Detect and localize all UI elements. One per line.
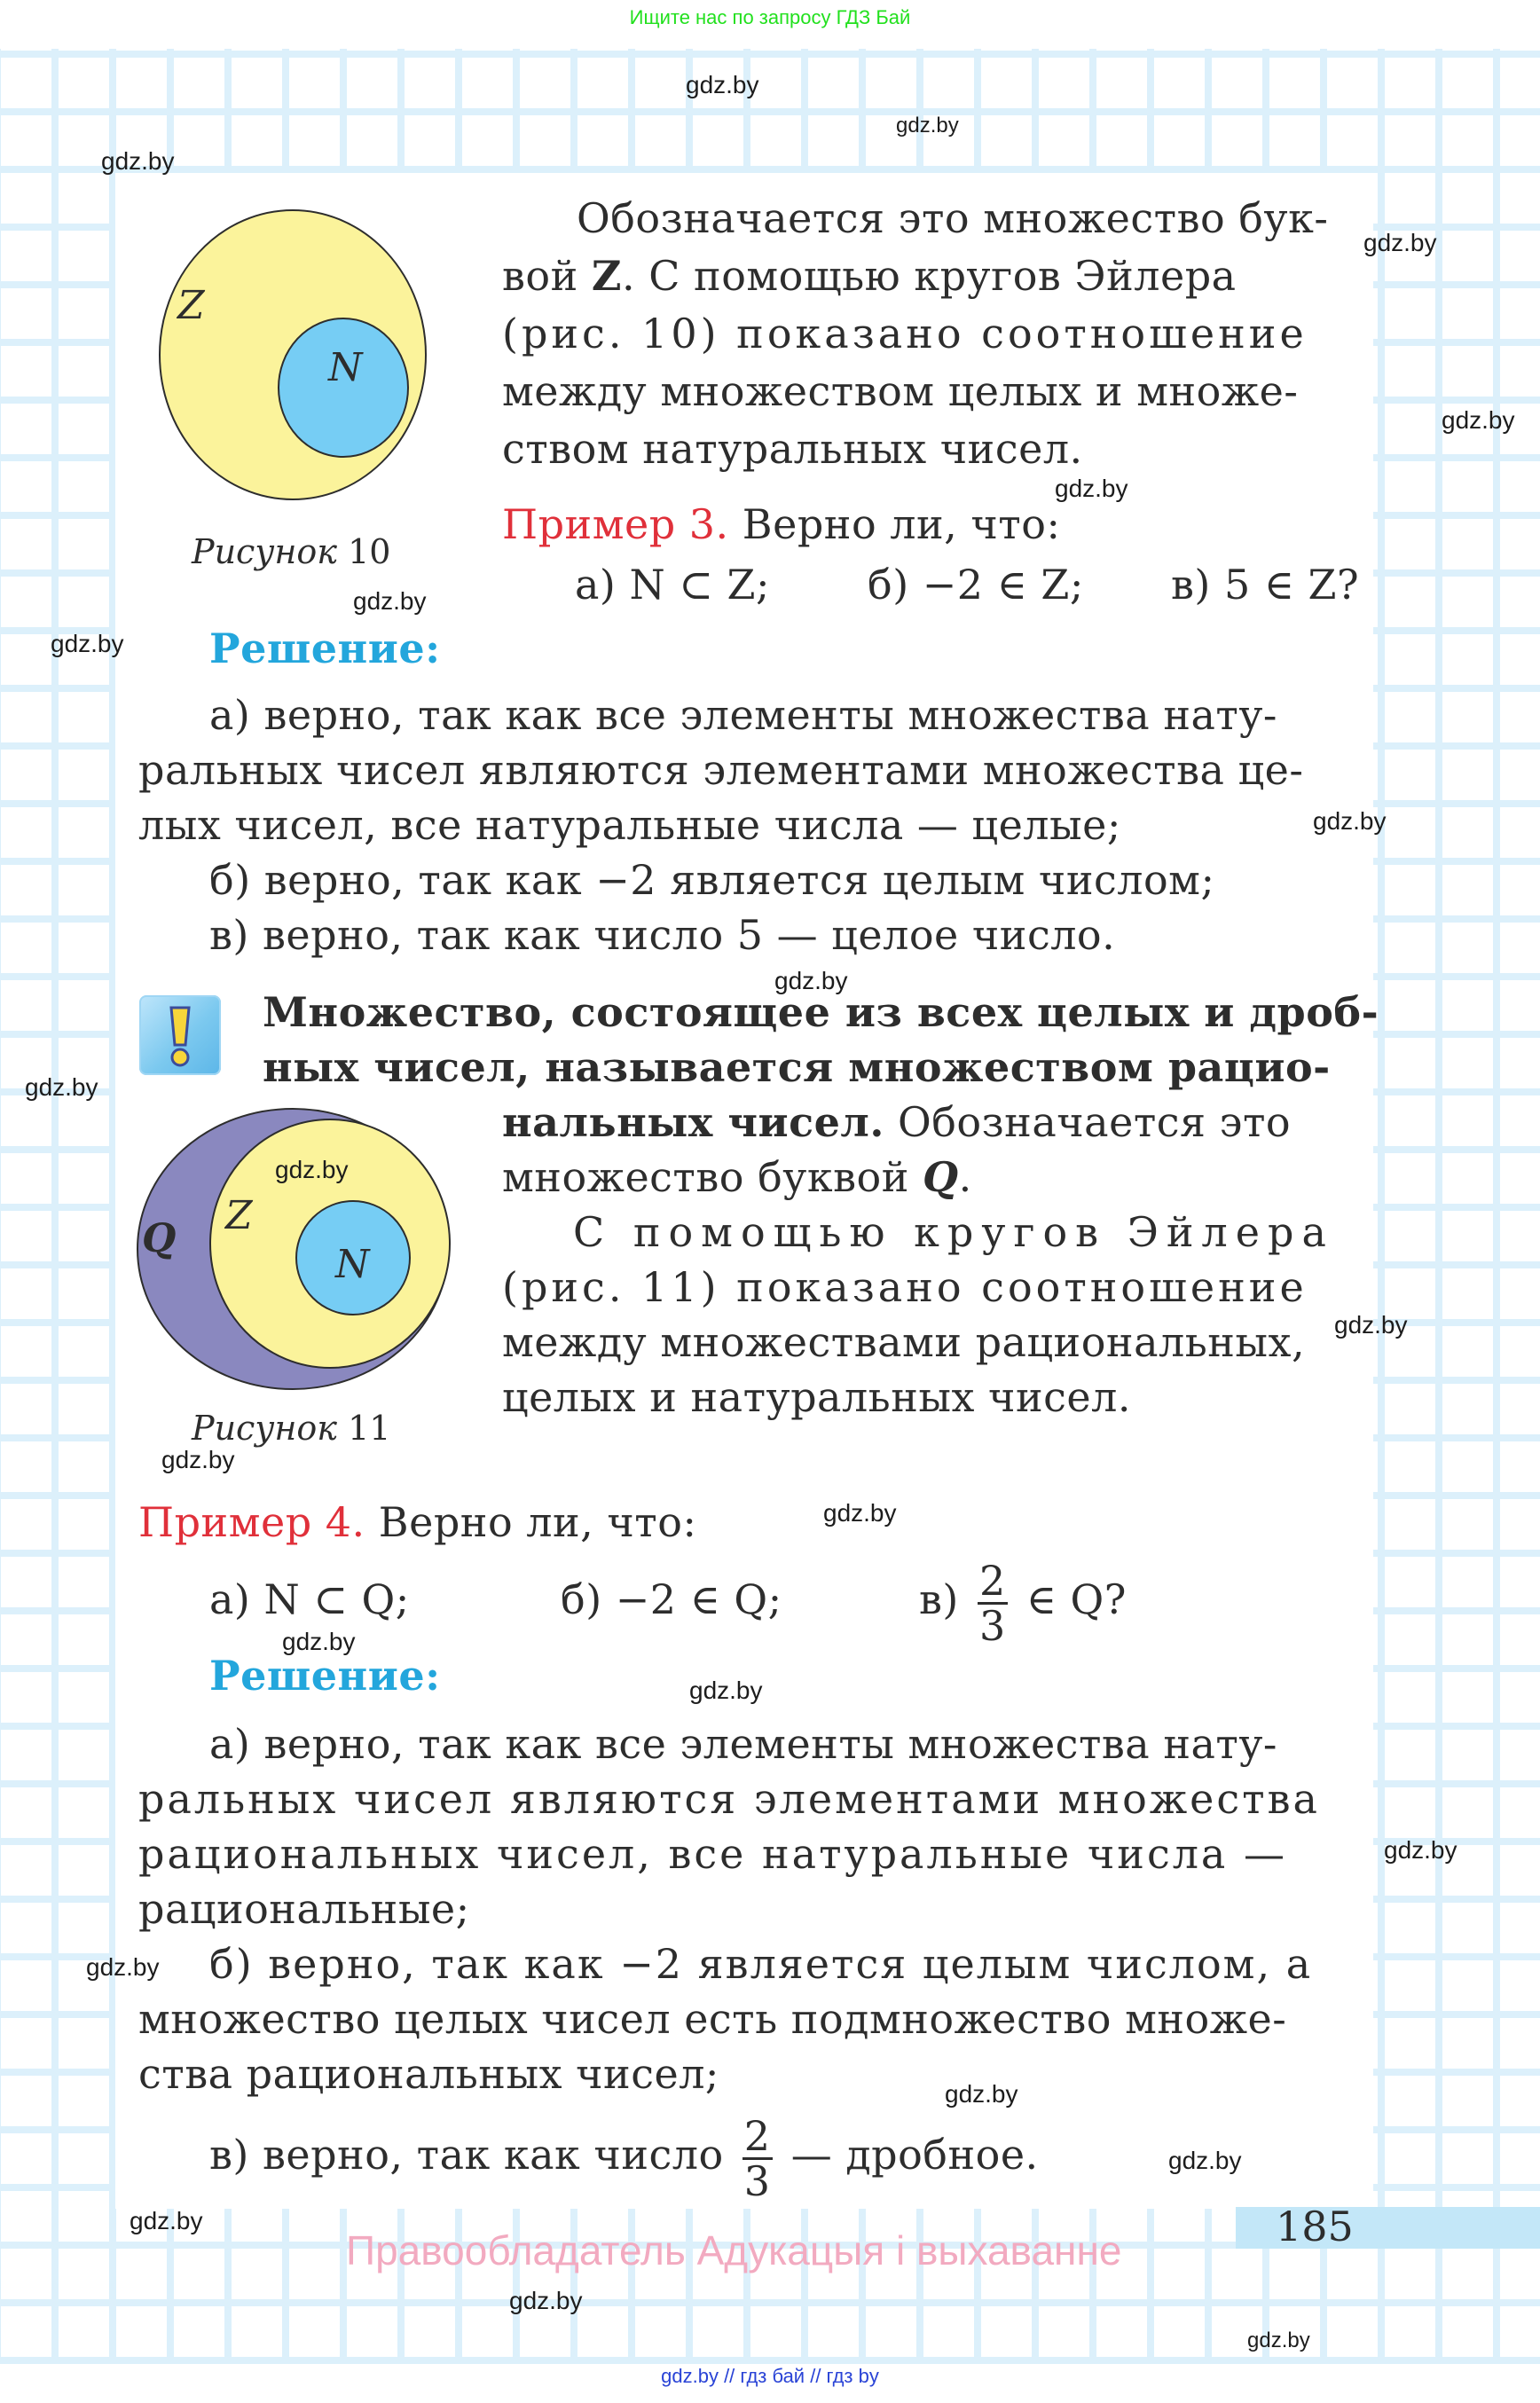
watermark: gdz.by xyxy=(101,147,175,175)
watermark: gdz.by xyxy=(689,1677,763,1704)
figure-11-caption xyxy=(192,1409,390,1448)
item-prefix: в) xyxy=(919,1575,959,1623)
watermark: gdz.by xyxy=(161,1446,235,1473)
page-number: 185 xyxy=(1276,2203,1354,2250)
watermark: gdz.by xyxy=(1055,475,1128,502)
solution-4-line-last xyxy=(209,2109,1039,2203)
figure-caption-word: Рисунок xyxy=(192,1409,337,1448)
definition-text: . xyxy=(958,1153,972,1201)
watermark: gdz.by xyxy=(823,1499,897,1527)
watermark: gdz.by xyxy=(1313,807,1387,835)
figure-11-text-line-4: целых и натуральных чисел. xyxy=(502,1373,1131,1421)
example-question: Верно ли, что: xyxy=(728,500,1061,548)
solution-3-line: б) верно, так как −2 является целым числом; xyxy=(209,856,1215,904)
watermark: gdz.by xyxy=(86,1953,160,1981)
watermark: gdz.by xyxy=(1247,2328,1310,2352)
figure-11-text-line-3: между множествами рациональных, xyxy=(502,1318,1306,1366)
intro-line-2 xyxy=(502,248,1237,303)
solution-4-line: а) верно, так как все элементы множества нату- xyxy=(209,1720,1277,1768)
solution-4-line: ства рациональных чисел; xyxy=(138,2050,719,2098)
rights-holder-notice: Правообладатель Адукацыя і выхаванне xyxy=(346,2227,1122,2273)
fraction-numerator: 2 xyxy=(743,2111,771,2160)
euler-diagram-figure-10 xyxy=(133,191,452,519)
intro-text: . С помощью кругов Эйлера xyxy=(621,252,1237,300)
solution-3-line: в) верно, так как число 5 — целое число. xyxy=(209,911,1116,959)
solution-heading-4: Решение: xyxy=(209,1652,441,1700)
set-z-symbol: Z xyxy=(591,252,622,300)
watermark: gdz.by xyxy=(51,630,124,657)
solution-4-line: множество целых чисел есть подмножество множе- xyxy=(138,1995,1287,2043)
watermark: gdz.by xyxy=(1168,2147,1242,2174)
figure-10-label-n: N xyxy=(328,345,363,390)
example-question: Верно ли, что: xyxy=(365,1498,697,1546)
exclamation-icon xyxy=(139,995,221,1075)
euler-diagram-figure-11 xyxy=(133,1100,457,1402)
set-q-symbol: Q xyxy=(922,1153,959,1201)
intro-line-3: (рис. 10) показано соотношение xyxy=(502,310,1308,357)
fraction-numerator: 2 xyxy=(978,1556,1006,1605)
solution-4-line: б) верно, так как −2 является целым числом, а xyxy=(209,1940,1313,1988)
intro-line-1: Обозначается это множество бук- xyxy=(577,194,1329,242)
example-4-item-b: б) −2 ∈ Q; xyxy=(561,1575,782,1623)
watermark: gdz.by xyxy=(25,1073,98,1101)
solution-3-line: ральных чисел являются элементами множества це- xyxy=(138,746,1304,794)
figure-caption-number: 10 xyxy=(348,532,391,571)
solution-4-line: рациональные; xyxy=(138,1885,470,1933)
watermark: gdz.by xyxy=(1384,1836,1458,1864)
figure-11-label-z: Z xyxy=(225,1193,254,1238)
figure-11-text-line-1: С помощью кругов Эйлера xyxy=(573,1208,1334,1256)
watermark: gdz.by xyxy=(945,2080,1018,2108)
solution-3-line: лых чисел, все натуральные числа — целые; xyxy=(138,801,1121,849)
figure-caption-word: Рисунок xyxy=(192,532,337,571)
watermark: gdz.by xyxy=(774,967,848,994)
figure-10-caption xyxy=(192,532,390,571)
definition-text: Обозначается это xyxy=(884,1098,1292,1146)
solution-4-line: ральных чисел являются элементами множества xyxy=(138,1775,1320,1823)
example-label: Пример 3. xyxy=(502,500,729,548)
bottom-links[interactable]: gdz.by // гдз бай // гдз by xyxy=(661,2365,879,2387)
watermark: gdz.by xyxy=(509,2287,583,2314)
item-suffix: ∈ Q? xyxy=(1025,1575,1127,1623)
top-banner[interactable]: Ищите нас по запросу ГДЗ Бай xyxy=(629,6,911,28)
example-3-item-a: а) N ⊂ Z; xyxy=(575,561,770,609)
solution-text: в) верно, так как число xyxy=(209,2131,724,2179)
watermark: gdz.by xyxy=(686,71,759,98)
example-label: Пример 4. xyxy=(138,1498,365,1546)
fraction xyxy=(978,1556,1008,1650)
example-3-item-c: в) 5 ∈ Z? xyxy=(1171,561,1360,609)
fraction-denominator: 3 xyxy=(743,2156,771,2205)
watermark: gdz.by xyxy=(1334,1311,1408,1339)
definition-text: множество буквой xyxy=(502,1153,923,1201)
example-3-heading xyxy=(502,497,1060,552)
definition-line-1: Множество, состоящее из всех целых и дроб- xyxy=(263,988,1379,1036)
watermark: gdz.by xyxy=(1363,229,1437,256)
figure-caption-number: 11 xyxy=(348,1409,391,1448)
solution-heading-3: Решение: xyxy=(209,624,441,672)
example-4-item-c xyxy=(919,1554,1127,1650)
watermark: gdz.by xyxy=(896,114,959,137)
intro-text: вой xyxy=(502,252,592,300)
example-4-item-a: а) N ⊂ Q; xyxy=(209,1575,410,1623)
watermark: gdz.by xyxy=(1442,406,1515,434)
fraction-denominator: 3 xyxy=(978,1601,1006,1650)
figure-11-label-n: N xyxy=(335,1242,370,1287)
watermark: gdz.by xyxy=(353,587,427,615)
definition-line-3 xyxy=(502,1095,1291,1150)
solution-4-line: рациональных чисел, все натуральные числа — xyxy=(138,1830,1287,1878)
watermark: gdz.by xyxy=(282,1628,356,1655)
intro-line-5: ством натуральных чисел. xyxy=(502,425,1083,473)
watermark: gdz.by xyxy=(130,2207,203,2234)
example-4-heading xyxy=(138,1495,696,1550)
figure-11-text-line-2: (рис. 11) показано соотношение xyxy=(502,1263,1308,1311)
definition-line-2: ных чисел, называется множеством рацио- xyxy=(263,1043,1331,1091)
figure-11-label-q: Q xyxy=(142,1216,177,1261)
solution-3-line: а) верно, так как все элементы множества нату- xyxy=(209,691,1277,739)
solution-text: — дробное. xyxy=(790,2131,1039,2179)
fraction xyxy=(742,2111,773,2205)
figure-10-label-z: Z xyxy=(177,283,206,328)
definition-term: нальных чисел. xyxy=(502,1098,884,1146)
watermark: gdz.by xyxy=(275,1156,349,1183)
example-3-item-b: б) −2 ∈ Z; xyxy=(868,561,1084,609)
definition-line-4 xyxy=(502,1150,972,1205)
intro-line-4: между множеством целых и множе- xyxy=(502,367,1299,415)
